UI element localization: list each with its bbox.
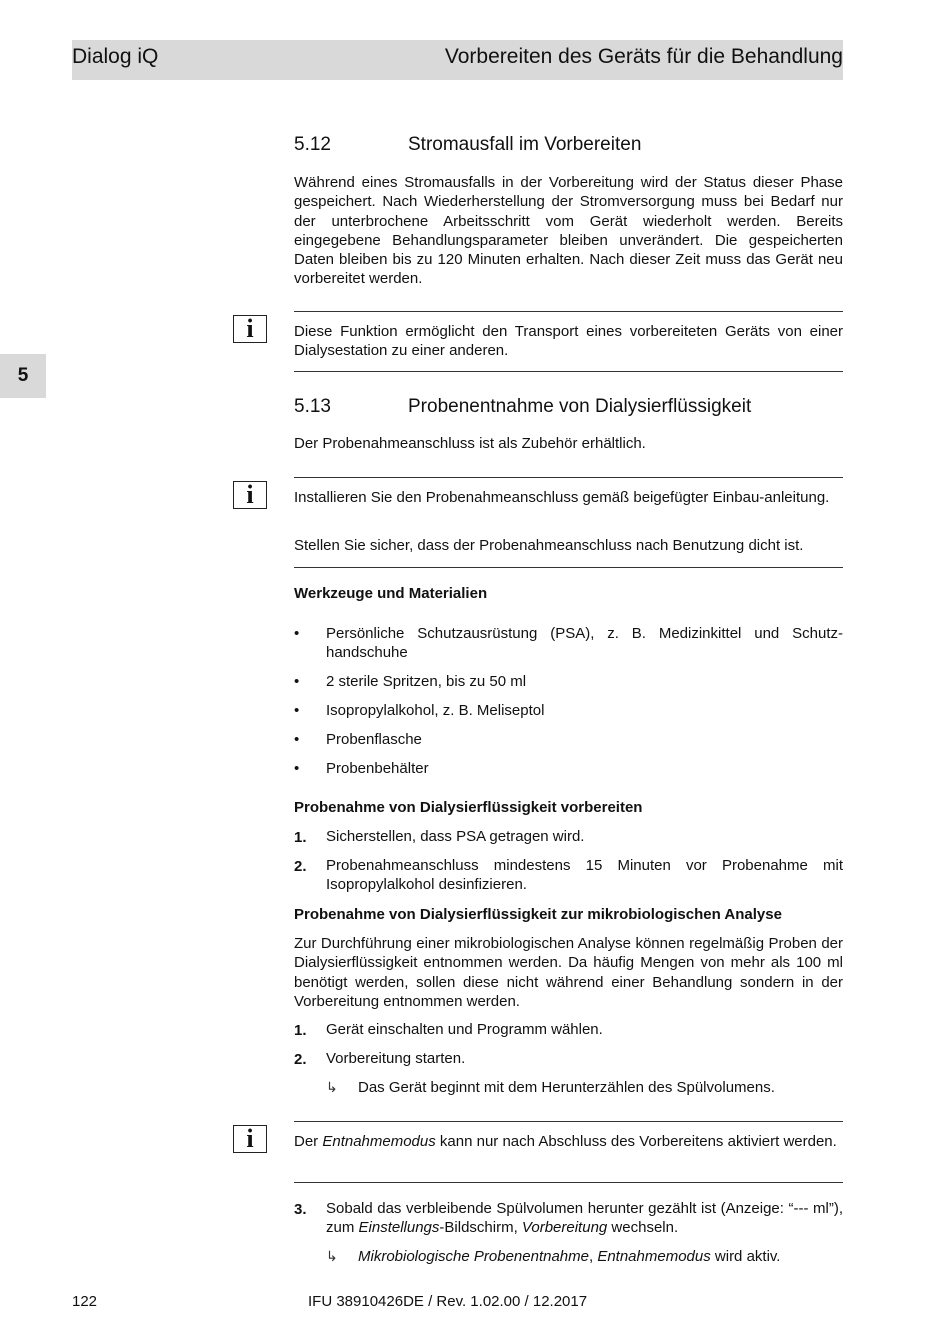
section-title: Stromausfall im Vorbereiten	[408, 134, 642, 155]
note-text-part: Der	[294, 1133, 323, 1150]
note-text: Diese Funktion ermöglicht den Transport eines vorbereiteten Geräts von einer Dialysestation zu einer anderen.	[294, 323, 843, 360]
note-text	[294, 1132, 843, 1151]
divider	[294, 311, 843, 312]
document-id: IFU 38910426DE / Rev. 1.02.00 / 12.2017	[308, 1293, 588, 1310]
micro-heading: Probenahme von Dialysierflüssigkeit zur mikrobiologischen Analyse	[294, 906, 782, 923]
header-chapter-title: Vorbereiten des Geräts für die Behandlung	[444, 45, 843, 68]
result-text-part: ,	[588, 1248, 598, 1265]
list-item-text: Isopropylalkohol, z. B. Meliseptol	[326, 702, 545, 719]
divider	[294, 371, 843, 372]
info-icon: i	[233, 315, 267, 343]
list-item	[294, 624, 843, 663]
page-header	[72, 40, 843, 80]
tools-heading: Werkzeuge und Materialien	[294, 585, 488, 602]
list-item-text: Probenbehälter	[326, 760, 429, 777]
step-number: 3.	[294, 1201, 307, 1218]
section-513-heading	[294, 396, 751, 418]
result-text-emphasis: Entnahmemodus	[597, 1248, 711, 1265]
result-arrow-icon: ↳	[326, 1079, 338, 1095]
list-item-text: Persönliche Schutzausrüstung (PSA), z. B. Medizinkittel und Schutz-handschuhe	[326, 625, 843, 662]
list-item	[294, 701, 843, 720]
section-title: Probenentnahme von Dialysierflüssigkeit	[408, 396, 752, 417]
list-item	[294, 759, 843, 778]
step-text-part: -Bildschirm,	[439, 1219, 522, 1237]
bullet-mark: •	[294, 731, 300, 748]
list-item	[294, 672, 843, 691]
step-item	[294, 856, 843, 895]
info-note	[294, 488, 843, 507]
step-number: 1.	[294, 1022, 307, 1039]
section-512-heading	[294, 134, 641, 156]
info-note	[294, 1132, 843, 1151]
result-arrow-icon: ↳	[326, 1248, 338, 1264]
step-text-emphasis: Einstellungs	[358, 1219, 440, 1237]
step-text	[326, 1199, 843, 1238]
result-text: Das Gerät beginnt mit dem Herunterzählen des Spülvolumens.	[358, 1079, 775, 1096]
section-number: 5.13	[294, 396, 331, 417]
note-text-part: kann nur nach Abschluss des Vorbereitens aktiviert werden.	[435, 1133, 837, 1150]
result-text-part: wird aktiv.	[710, 1248, 781, 1265]
bullet-mark: •	[294, 702, 300, 719]
bullet-mark: •	[294, 760, 300, 777]
section-number: 5.12	[294, 134, 331, 155]
bullet-mark: •	[294, 673, 300, 690]
step-text: Gerät einschalten und Programm wählen.	[326, 1021, 603, 1038]
step-item	[294, 1049, 843, 1068]
step-number: 2.	[294, 1051, 307, 1068]
step-item	[294, 1199, 843, 1238]
step-text: Sicherstellen, dass PSA getragen wird.	[326, 828, 585, 845]
step-item	[294, 827, 843, 846]
page-number: 122	[72, 1293, 98, 1310]
divider	[294, 1121, 843, 1122]
divider	[294, 567, 843, 568]
step-text-part: Sobald das verbleibende Spülvolumen herunter gezählt ist (Anzeige: “--- ml”), zum	[326, 1200, 843, 1237]
result-text-emphasis: Mikrobiologische Probenentnahme	[358, 1248, 589, 1265]
step-number: 2.	[294, 858, 307, 875]
section-513-intro	[294, 434, 843, 453]
section-512-body	[294, 173, 843, 289]
note-text: Stellen Sie sicher, dass der Probenahmeanschluss nach Benutzung dicht ist.	[294, 537, 804, 554]
info-icon: i	[233, 1125, 267, 1153]
step-text-emphasis: Vorbereitung	[521, 1219, 608, 1237]
note-text: Installieren Sie den Probenahmeanschluss gemäß beigefügter Einbau-anleitung.	[294, 489, 830, 506]
list-item-text: 2 sterile Spritzen, bis zu 50 ml	[326, 673, 527, 690]
info-note-continued	[294, 536, 843, 555]
bullet-mark: •	[294, 625, 300, 642]
list-item-text: Probenflasche	[326, 731, 422, 748]
list-item	[294, 730, 843, 749]
micro-body	[294, 934, 843, 1011]
step-text: Vorbereitung starten.	[326, 1050, 466, 1067]
prep-heading: Probenahme von Dialysierflüssigkeit vorbereiten	[294, 799, 643, 816]
result-item	[294, 1078, 843, 1097]
divider	[294, 1182, 843, 1183]
step-number: 1.	[294, 829, 307, 846]
step-text-part: wechseln.	[607, 1219, 679, 1237]
result-text	[358, 1247, 843, 1266]
step-text: Probenahmeanschluss mindestens 15 Minuten vor Probenahme mit Isopropylalkohol desinfizieren.	[326, 857, 843, 894]
info-icon: i	[233, 481, 267, 509]
header-product-name: Dialog iQ	[72, 45, 159, 68]
step-item	[294, 1020, 843, 1039]
paragraph: Während eines Stromausfalls in der Vorbereitung wird der Status dieser Phase gespeichert. Nach Wiederherstellung der Stromversorgung muss bei Bedarf nur der unterbrochene Arbeitsschritt vom Gerät wiederholt werden. Bereits eingegebene Behandlungsparameter bleiben unverändert. Die gespeicherten Daten bleiben bis zu 120 Minuten erhalten. Nach dieser Zeit muss das Gerät neu vorbereitet werden.	[294, 174, 843, 288]
chapter-tab: 5	[0, 354, 46, 398]
info-note	[294, 322, 843, 361]
paragraph: Zur Durchführung einer mikrobiologischen Analyse können regelmäßig Proben der Dialysierflüssigkeit entnommen werden. Da häufig Mengen von mehr als 100 ml benötigt werden, sollen diese nicht während einer Behandlung sondern in der Vorbereitung entnommen werden.	[294, 935, 843, 1010]
note-text-emphasis: Entnahmemodus	[322, 1133, 436, 1150]
paragraph: Der Probenahmeanschluss ist als Zubehör erhältlich.	[294, 435, 646, 452]
divider	[294, 477, 843, 478]
result-item	[294, 1247, 843, 1266]
